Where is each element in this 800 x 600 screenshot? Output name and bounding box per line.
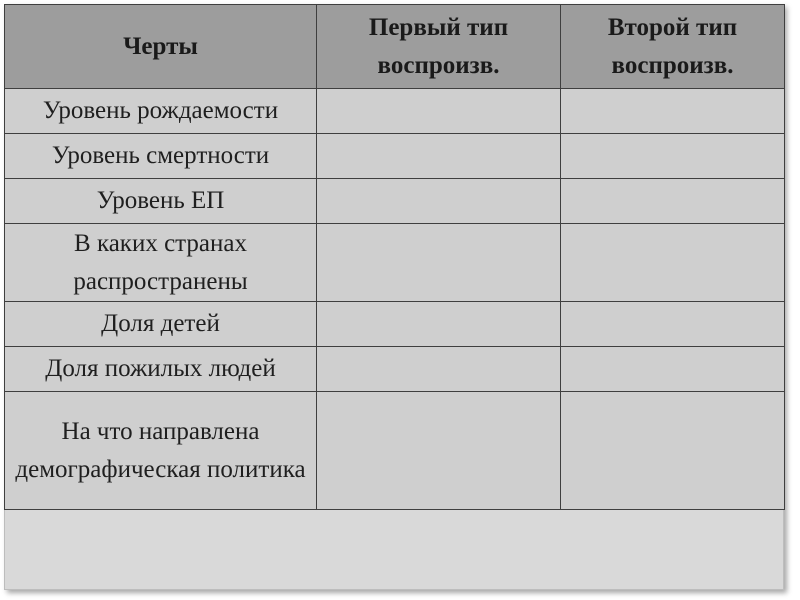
cell-second-type[interactable] (561, 347, 785, 392)
header-second-type: Второй тип воспроизв. (561, 5, 785, 89)
table-row (5, 392, 785, 510)
row-label: На что направлена демографическая политика (5, 392, 317, 510)
row-label: Уровень ЕП (5, 179, 317, 224)
table-row (5, 302, 785, 347)
cell-first-type[interactable] (317, 302, 561, 347)
cell-second-type[interactable] (561, 89, 785, 134)
cell-first-type[interactable] (317, 89, 561, 134)
table-row (5, 134, 785, 179)
table-row (5, 89, 785, 134)
cell-second-type[interactable] (561, 302, 785, 347)
cell-first-type[interactable] (317, 392, 561, 510)
table-row (5, 347, 785, 392)
cell-first-type[interactable] (317, 179, 561, 224)
table-row (5, 224, 785, 302)
cell-second-type[interactable] (561, 134, 785, 179)
cell-first-type[interactable] (317, 224, 561, 302)
cell-second-type[interactable] (561, 179, 785, 224)
row-label: Доля детей (5, 302, 317, 347)
cell-second-type[interactable] (561, 224, 785, 302)
cell-second-type[interactable] (561, 392, 785, 510)
row-label: Уровень рождаемости (5, 89, 317, 134)
table-row (5, 179, 785, 224)
table-header-row (5, 5, 785, 89)
header-features: Черты (5, 5, 317, 89)
row-label: В каких странах распространены (5, 224, 317, 302)
row-label: Доля пожилых людей (5, 347, 317, 392)
row-label: Уровень смертности (5, 134, 317, 179)
cell-first-type[interactable] (317, 134, 561, 179)
header-first-type: Первый тип воспроизв. (317, 5, 561, 89)
cell-first-type[interactable] (317, 347, 561, 392)
comparison-table (4, 4, 785, 510)
